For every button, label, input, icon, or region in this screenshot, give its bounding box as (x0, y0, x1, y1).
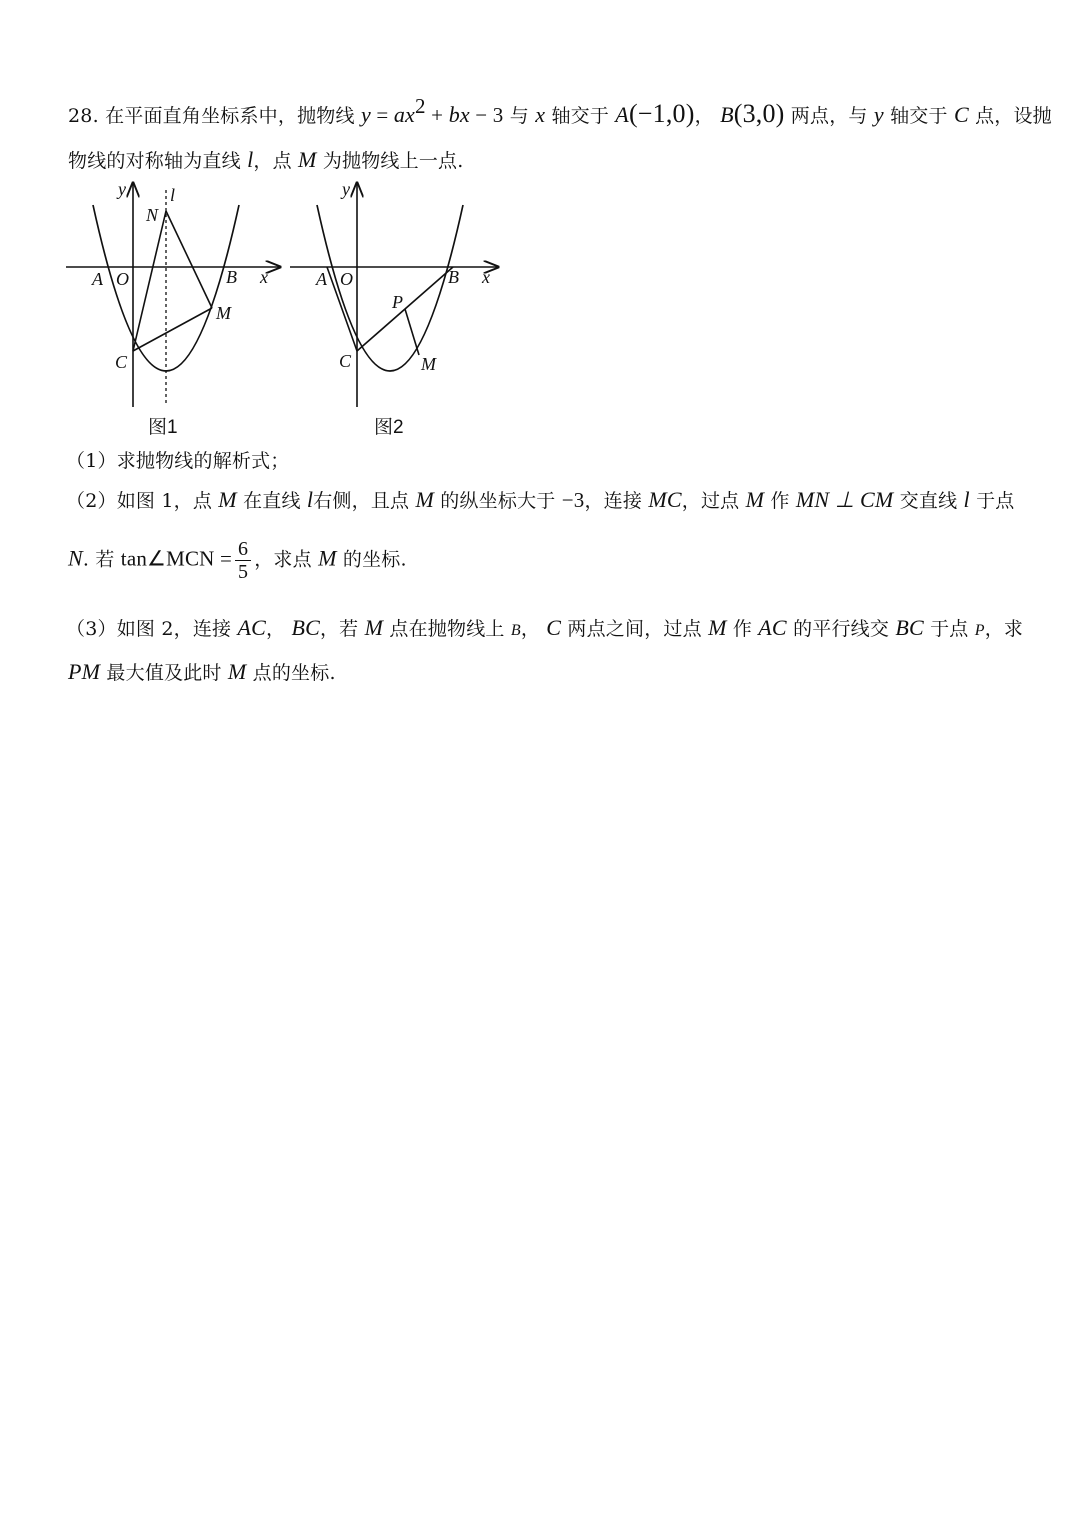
point-C: C (546, 615, 562, 640)
equation-y: y (360, 102, 371, 127)
q3-text: 于点 (930, 618, 969, 640)
q3-text: （3）如图 2，连接 (66, 618, 232, 640)
stem-text: ，点 (253, 150, 292, 172)
coord-A: (−1,0) (628, 99, 695, 128)
segment-NM (166, 211, 212, 308)
q3-text: ，若 (319, 618, 359, 640)
segment-BC-label: BC (291, 615, 320, 640)
question-2-line-1 (66, 486, 1015, 513)
parabola-curve (317, 205, 463, 371)
figure-2-diagram (284, 175, 514, 415)
segment-AC-label: AC (758, 615, 787, 640)
number-neg3: −3 (561, 488, 585, 512)
stem-text: 在平面直角坐标系中，抛物线 (105, 105, 355, 127)
label-B: B (448, 267, 459, 287)
label-P: P (392, 292, 403, 312)
var-M: M (415, 487, 435, 512)
question-3-line-1 (66, 614, 1023, 641)
point-B: B (510, 622, 521, 639)
q2-text: ，连接 (584, 490, 643, 512)
fraction-denominator: 5 (238, 561, 249, 583)
label-C: C (339, 351, 352, 371)
var-N: N (68, 545, 83, 571)
equation-constant: − 3 (469, 103, 504, 127)
segment-CM (133, 308, 212, 351)
segment-BC-label: BC (895, 615, 924, 640)
label-y: y (118, 179, 126, 199)
q2-text: ，过点 (681, 490, 740, 512)
label-B: B (226, 267, 237, 287)
perpendicular-relation: MN ⊥ CM (795, 487, 894, 512)
segment-PM-label: PM (68, 659, 101, 684)
var-M: M (227, 659, 247, 684)
label-y: y (342, 179, 350, 199)
segment-CN (133, 211, 166, 351)
stem-text: 为抛物线上一点. (322, 150, 464, 172)
coord-B: (3,0) (733, 99, 785, 128)
equals-sign: = (370, 103, 394, 127)
figure-2-caption: 图2 (374, 417, 404, 438)
var-M: M (218, 487, 237, 512)
plus-sign: + (425, 103, 449, 127)
separator: ， (694, 105, 714, 127)
stem-text: 与 (509, 105, 529, 127)
label-M: M (421, 354, 436, 374)
var-l: l (306, 487, 314, 512)
problem-stem-line-2 (68, 146, 463, 173)
label-C: C (115, 352, 128, 372)
var-l: l (247, 147, 254, 172)
problem-stem-line-1 (68, 94, 1052, 129)
q3-text: ，求 (984, 618, 1024, 640)
separator: ， (520, 618, 541, 640)
q2-text: 在直线 (243, 490, 301, 512)
q2-text: 于点 (976, 490, 1015, 512)
fraction-6-5 (235, 538, 251, 583)
stem-text: 轴交于 (890, 105, 948, 127)
q3-text: 作 (732, 618, 753, 640)
question-2-line-2 (68, 538, 407, 583)
q2-text: （2）如图 1，点 (66, 490, 213, 512)
var-l: l (963, 487, 970, 512)
var-M: M (364, 615, 384, 640)
equation-ax: ax (393, 102, 416, 127)
separator: ， (265, 618, 286, 640)
stem-text: 轴交于 (551, 105, 610, 127)
var-M: M (318, 545, 337, 571)
stem-text: 点，设抛 (975, 105, 1052, 127)
exponent: 2 (415, 94, 426, 118)
figure-1-diagram (60, 175, 290, 415)
point-C: C (953, 102, 969, 127)
var-M: M (298, 147, 317, 172)
segment-PM (405, 309, 419, 355)
figure-1-caption: 图1 (148, 417, 178, 438)
label-A: A (316, 269, 327, 289)
label-x: x (260, 267, 268, 287)
problem-number: 28. (68, 105, 99, 127)
label-x: x (482, 267, 490, 287)
equation-bx: bx (448, 102, 470, 127)
point-P: P (974, 622, 985, 639)
point-B: B (720, 102, 734, 127)
q3-text: 最大值及此时 (106, 662, 222, 684)
q2-text: 的纵坐标大于 (440, 490, 556, 512)
q3-text: 点的坐标. (252, 662, 336, 684)
label-O: O (340, 269, 353, 289)
q3-text: 两点之间，过点 (567, 618, 702, 640)
label-M: M (216, 303, 231, 323)
q2-text: ，求点 (254, 548, 312, 571)
q3-text: 点在抛物线上 (389, 618, 505, 640)
label-A: A (92, 269, 103, 289)
var-M: M (708, 615, 727, 640)
var-x: x (535, 102, 546, 127)
var-y: y (873, 102, 884, 127)
question-1: （1）求抛物线的解析式； (66, 450, 290, 472)
question-3-line-2 (68, 658, 336, 685)
segment-MC-label: MC (648, 487, 682, 512)
q2-text: 的坐标. (342, 548, 407, 571)
label-l: l (170, 185, 176, 205)
q2-text: 交直线 (899, 490, 958, 512)
point-A: A (615, 102, 629, 127)
q2-text: 作 (770, 490, 790, 512)
stem-text: 两点，与 (790, 105, 868, 127)
q2-text: . 若 (82, 548, 121, 571)
var-M: M (745, 487, 765, 512)
stem-text: 物线的对称轴为直线 (68, 150, 241, 172)
q2-text: 右侧，且点 (313, 490, 410, 512)
segment-AC-label: AC (237, 615, 266, 640)
q3-text: 的平行线交 (793, 618, 890, 640)
label-O: O (116, 269, 129, 289)
label-N: N (146, 205, 159, 225)
fraction-numerator: 6 (235, 538, 251, 561)
tan-expression: tan∠MCN = (120, 546, 233, 571)
